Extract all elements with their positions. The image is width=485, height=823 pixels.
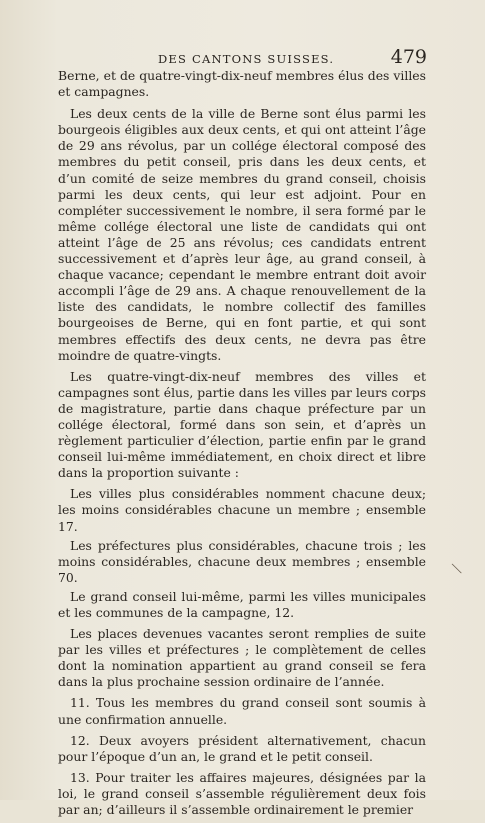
page-body: [58, 68, 426, 823]
paragraph-continuation: Berne, et de quatre-vingt-dix-neuf membres élus des villes et campagnes.: [58, 68, 426, 100]
page-number: 479: [390, 46, 427, 68]
paragraph-prefectures: Les préfectures plus considérables, chacune trois ; les moins considérables, chacune deux membres ; ensemble 70.: [58, 537, 426, 585]
paragraph-towns: Les villes plus considérables nomment chacune deux; les moins considérables chacune un membre ; ensemble 17.: [58, 486, 426, 534]
article-13: 13. Pour traiter les affaires majeures, désignées par la loi, le grand conseil s’assemble régulièrement deux fois par an; d’ailleurs il s’assemble ordinairement le premier: [58, 769, 426, 818]
article-12: 12. Deux avoyers président alternativement, chacun pour l’époque d’un an, le grand et le petit conseil.: [58, 732, 426, 764]
margin-mark-icon: ╲: [452, 563, 462, 576]
paragraph-two-hundred: Les deux cents de la ville de Berne sont élus parmi les bourgeois éligibles aux deux cents, et qui ont atteint l’âge de 29 ans révolus, par un collége électoral composé des membres du petit conseil, pris dans les deux cents, et d’un comité de seize membres du grand conseil, choisis parmi les deux cents, qui leur est adjoint. Pour en compléter successivement le nombre, il sera formé par le même collége électoral une liste de candidats qui ont atteint l’âge de 25 ans révolus; ces candidats entrent successivement et d’après leur âge, au grand conseil, à chaque vacance; cependant le membre entrant doit avoir accompli l’âge de 29 ans. A chaque renouvellement de la liste des candidats, le nombre collectif des familles bourgeoises de Berne, qui en font partie, et qui sont membres effectifs des deux cents, ne devra pas être moindre de quatre-vingts.: [58, 106, 426, 363]
paragraph-vacancies: Les places devenues vacantes seront remplies de suite par les villes et préfectures ; le complètement de celles dont la nomination appartient au grand conseil se fera dans la plus prochaine session ordinaire de l’année.: [58, 626, 426, 690]
paragraph-ninety-nine-members: Les quatre-vingt-dix-neuf membres des villes et campagnes sont élus, partie dans les villes par leurs corps de magistrature, partie dans chaque préfecture par un collége électoral, formé dans son sein, et d’après un règlement particulier d’élection, partie enfin par le grand conseil lui-même immédiatement, en choix direct et libre dans la proportion suivante :: [58, 368, 426, 481]
paragraph-grand-council-choice: Le grand conseil lui-même, parmi les villes municipales et les communes de la campagne, 12.: [58, 588, 426, 620]
running-title: DES CANTONS SUISSES.: [158, 52, 335, 66]
article-11: 11. Tous les membres du grand conseil sont soumis à une confirmation annuelle.: [58, 695, 426, 727]
